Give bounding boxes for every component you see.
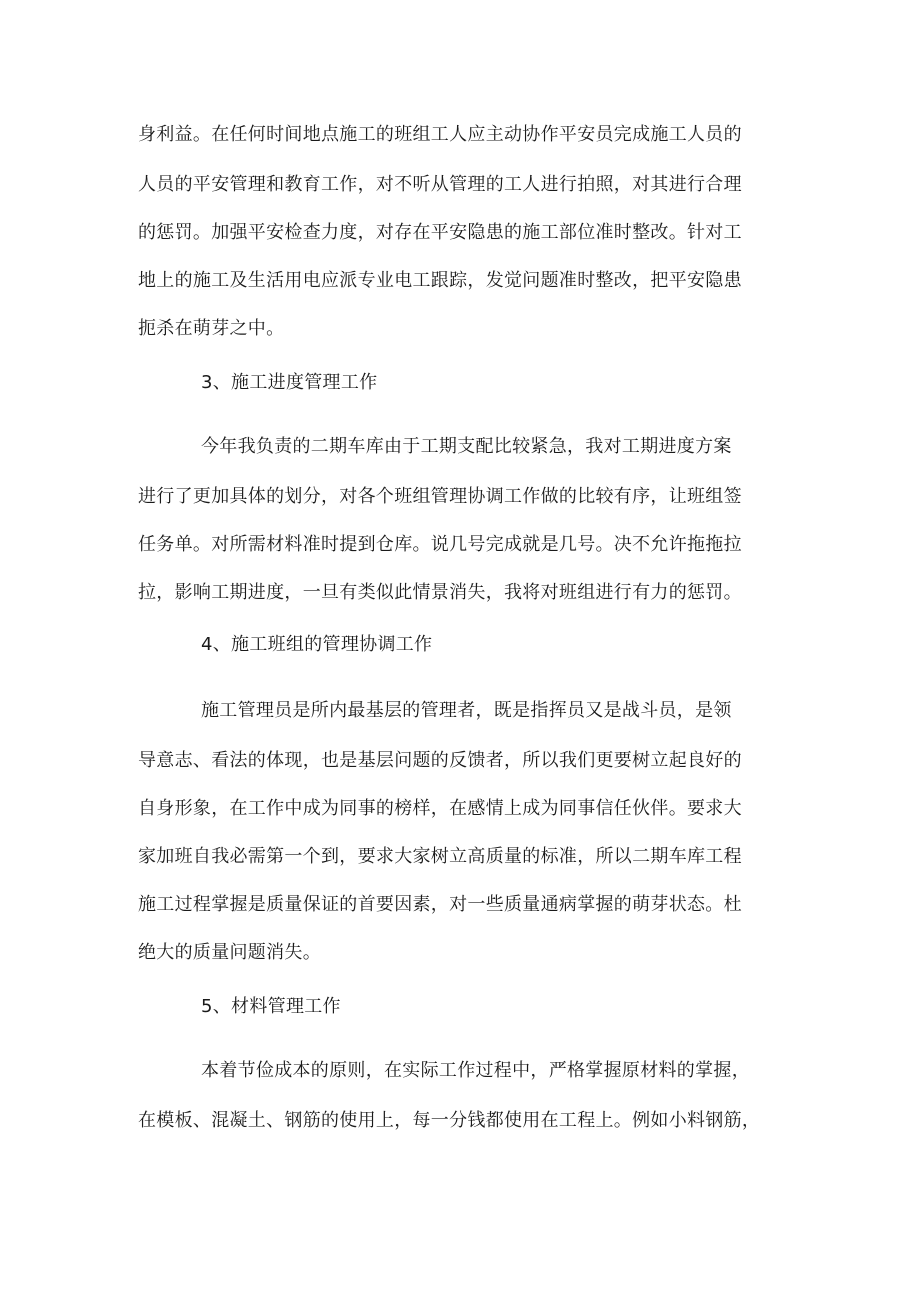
text-line: 本着节俭成本的原则，在实际工作过程中，严格掌握原材料的掌握，	[201, 1060, 750, 1081]
text-line: 地上的施工及生活用电应派专业电工跟踪，发觉问题准时整改，把平安隐患	[138, 270, 742, 291]
section-heading: 3、施工进度管理工作	[201, 372, 378, 393]
text-line: 扼杀在萌芽之中。	[138, 318, 285, 339]
text-line: 绝大的质量问题消失。	[138, 942, 321, 963]
text-line: 拉，影响工期进度，一旦有类似此情景消失，我将对班组进行有力的惩罚。	[138, 582, 742, 603]
section-heading: 4、施工班组的管理协调工作	[201, 634, 433, 655]
text-line: 身利益。在任何时间地点施工的班组工人应主动协作平安员完成施工人员的	[138, 124, 742, 145]
text-line: 人员的平安管理和教育工作，对不听从管理的工人进行拍照，对其进行合理	[138, 174, 742, 195]
text-line: 在模板、混凝土、钢筋的使用上，每一分钱都使用在工程上。例如小料钢筋，	[138, 1110, 761, 1131]
section-heading: 5、材料管理工作	[201, 996, 341, 1017]
text-line: 今年我负责的二期车库由于工期支配比较紧急，我对工期进度方案	[201, 436, 732, 457]
text-line: 家加班自我必需第一个到，要求大家树立高质量的标准，所以二期车库工程	[138, 846, 742, 867]
text-line: 的惩罚。加强平安检查力度，对存在平安隐患的施工部位准时整改。针对工	[138, 222, 742, 243]
text-line: 任务单。对所需材料准时提到仓库。说几号完成就是几号。决不允许拖拖拉	[138, 534, 742, 555]
text-line: 施工管理员是所内最基层的管理者，既是指挥员又是战斗员，是领	[201, 700, 732, 721]
text-line: 导意志、看法的体现，也是基层问题的反馈者，所以我们更要树立起良好的	[138, 750, 742, 771]
text-line: 自身形象，在工作中成为同事的榜样，在感情上成为同事信任伙伴。要求大	[138, 798, 742, 819]
text-line: 进行了更加具体的划分，对各个班组管理协调工作做的比较有序，让班组签	[138, 486, 742, 507]
text-line: 施工过程掌握是质量保证的首要因素，对一些质量通病掌握的萌芽状态。杜	[138, 894, 742, 915]
